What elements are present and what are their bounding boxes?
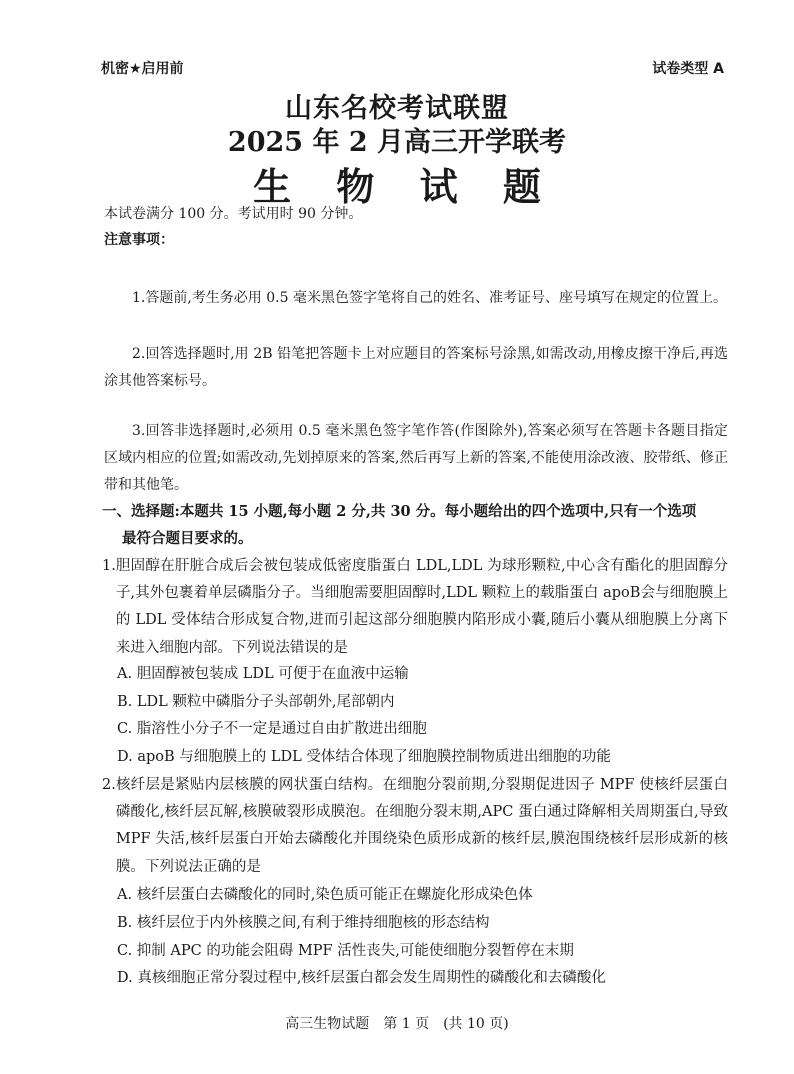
question-2-stem xyxy=(102,772,728,881)
paper-type-label: 试卷类型 A xyxy=(652,61,724,77)
question-text: 胆固醇在肝脏合成后会被包装成低密度脂蛋白 LDL,LDL 为球形颗粒,中心含有酯化的胆固醇分子,其外包裹着单层磷脂分子。当细胞需要胆固醇时,LDL 颗粒上的载脂蛋白 apoB会与细胞膜上的 LDL 受体结合形成复合物,进而引起这部分细胞膜内陷形成小囊,随后小囊从细胞膜上分离下来进入细胞内部。下列说法错误的是 xyxy=(115,558,728,656)
subject-title: 生 物 试 题 xyxy=(253,164,557,209)
confidential-label: 机密★启用前 xyxy=(101,61,184,77)
question-1-option-b: B. LDL 颗粒中磷脂分子头部朝外,尾部朝内 xyxy=(117,694,395,710)
question-2-option-c: C. 抑制 APC 的功能会阻碍 MPF 活性丧失,可能使细胞分裂暂停在末期 xyxy=(117,943,574,959)
exam-date-title: 2025 年 2 月高三开学联考 xyxy=(227,127,567,158)
question-number: 1. xyxy=(102,558,116,574)
question-number: 2. xyxy=(102,777,116,793)
question-1-stem xyxy=(102,553,728,662)
question-2-option-a: A. 核纤层蛋白去磷酸化的同时,染色质可能正在螺旋化形成染色体 xyxy=(117,887,533,903)
question-text: 核纤层是紧贴内层核膜的网状蛋白结构。在细胞分裂前期,分裂期促进因子 MPF 使核纤层蛋白磷酸化,核纤层瓦解,核膜破裂形成膜泡。在细胞分裂末期,APC 蛋白通过降解相关周期蛋白,导致 MPF 失活,核纤层蛋白开始去磷酸化并围绕染色质形成新的核纤层,膜泡围绕核纤层形成新的核膜。下列说法正确的是 xyxy=(115,777,728,875)
question-1-option-a: A. 胆固醇被包装成 LDL 可便于在血液中运输 xyxy=(117,666,409,682)
notice-item-2: 2.回答选择题时,用 2B 铅笔把答题卡上对应题目的答案标号涂黑,如需改动,用橡皮擦干净后,再选涂其他答案标号。 xyxy=(104,346,728,389)
question-2-option-d: D. 真核细胞正常分裂过程中,核纤层蛋白都会发生周期性的磷酸化和去磷酸化 xyxy=(117,970,606,986)
notice-item-1: 1.答题前,考生务必用 0.5 毫米黑色签字笔将自己的姓名、准考证号、座号填写在规定的位置上。 xyxy=(132,290,727,306)
notice-heading: 注意事项： xyxy=(104,232,174,248)
notice-item-3: 3.回答非选择题时,必须用 0.5 毫米黑色签字笔作答(作图除外),答案必须写在答题卡各题目指定区域内相应的位置;如需改动,先划掉原来的答案,然后再写上新的答案,不能使用涂改液、胶带纸、修正带和其他笔。 xyxy=(104,423,728,493)
question-1-option-d: D. apoB 与细胞膜上的 LDL 受体结合体现了细胞膜控制物质进出细胞的功能 xyxy=(117,749,611,765)
question-2-option-b: B. 核纤层位于内外核膜之间,有利于维持细胞核的形态结构 xyxy=(117,915,490,931)
intro-text: 本试卷满分 100 分。考试用时 90 分钟。 xyxy=(104,206,363,222)
section-heading-line2: 最符合题目要求的。 xyxy=(122,530,253,547)
section-heading xyxy=(102,498,728,552)
question-1-option-c: C. 脂溶性小分子不一定是通过自由扩散进出细胞 xyxy=(117,721,427,737)
section-heading-line1: 一、选择题:本题共 15 小题,每小题 2 分,共 30 分。每小题给出的四个选项中,只有一个选项 xyxy=(102,503,697,520)
exam-union-title: 山东名校考试联盟 xyxy=(285,93,509,124)
page-footer: 高三生物试题 第 1 页 (共 10 页) xyxy=(285,1016,509,1032)
